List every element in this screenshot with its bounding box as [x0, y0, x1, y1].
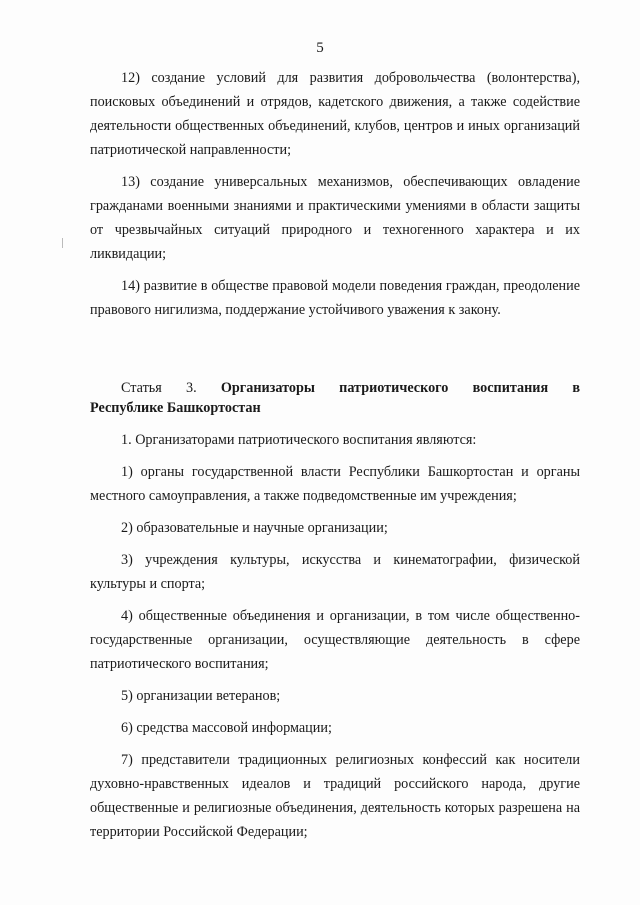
list-item-13: 13) создание универсальных механизмов, обеспечивающих овладение гражданами военными знаниями и практическими умениями в области защиты от чрезвычайных ситуаций природного и техногенного характера и их ликвидации; [90, 174, 580, 262]
list-item-1: 1) органы государственной власти Республики Башкортостан и органы местного самоуправления, а также подведомственные им учреждения; [90, 464, 580, 504]
page-number: 5 [316, 40, 324, 56]
list-item-12: 12) создание условий для развития добровольчества (волонтерства), поисковых объединений и отрядов, кадетского движения, а также содействие деятельности общественных объединений, клубов, центров и иных организаций патриотической направленности; [90, 70, 580, 158]
list-item-7: 7) представители традиционных религиозных конфессий как носители духовно-нравственных идеалов и традиций российского народа, другие общественные и религиозные объединения, деятельность которых разрешена на территории Российской Федерации; [90, 752, 580, 840]
list-item-2: 2) образовательные и научные организации; [121, 520, 388, 536]
bottom-paragraphs [90, 428, 580, 844]
margin-mark [62, 238, 63, 248]
list-item-14: 14) развитие в обществе правовой модели поведения граждан, преодоление правового нигилизма, поддержание устойчивого уважения к закону. [90, 278, 580, 318]
article-heading [90, 378, 580, 398]
list-item-5: 5) организации ветеранов; [121, 688, 281, 704]
top-paragraphs [90, 66, 580, 322]
list-item-3: 3) учреждения культуры, искусства и кинематографии, физической культуры и спорта; [90, 552, 580, 592]
article-number: Статья 3. [121, 380, 197, 396]
list-item-6: 6) средства массовой информации; [121, 720, 332, 736]
article-title-line1: Организаторы патриотического воспитания в [220, 380, 581, 396]
list-item-4: 4) общественные объединения и организации, в том числе общественно-государственные организации, осуществляющие деятельность в сфере патриотического воспитания; [90, 608, 580, 672]
article-heading-block [90, 378, 580, 418]
list-intro: 1. Организаторами патриотического воспитания являются: [121, 432, 477, 448]
article-title-line2: Республике Башкортостан [90, 400, 261, 416]
